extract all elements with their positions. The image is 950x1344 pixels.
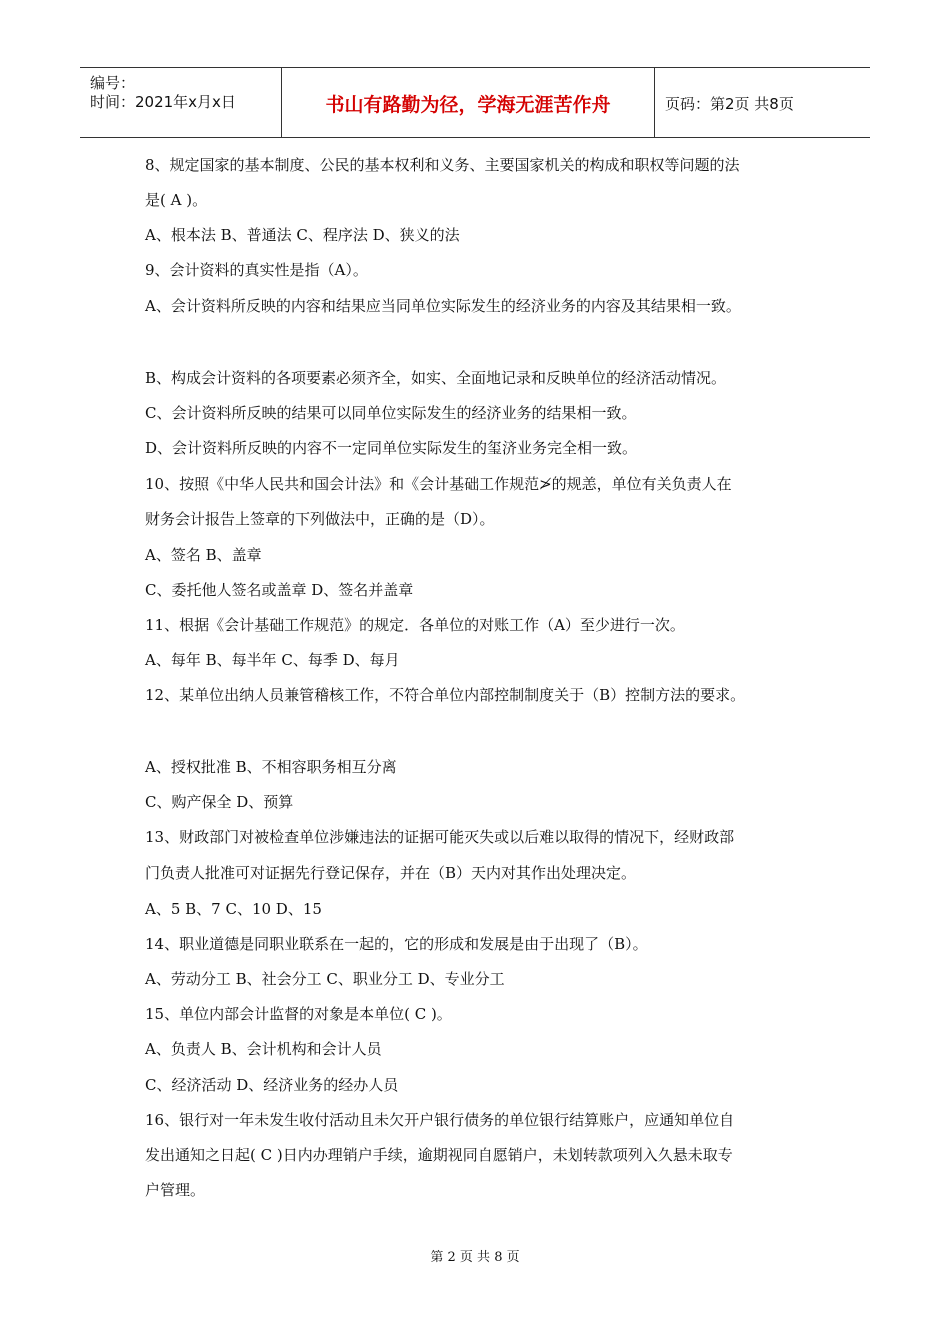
text-line: 8、规定国家的基本制度、公民的基本权利和义务、主要国家机关的构成和职权等问题的法 [145,156,740,174]
text-line: A、每年 B、每半年 C、每季 D、每月 [145,651,400,669]
text-line: A、劳动分工 B、社会分工 C、职业分工 D、专业分工 [145,970,505,988]
text-line: 门负责人批准可对证据先行登记保存，并在（B）天内对其作出处理决定。 [145,864,637,882]
text-line: C、购产保全 D、预算 [145,793,294,811]
header-page-cell [655,68,870,137]
text-line: 发出通知之日起( C )日内办理销户手续，逾期视同自愿销户，未划转款项列入久悬未取专 [145,1146,733,1164]
text-line: 15、单位内部会计监督的对象是本单位( C )。 [145,1005,452,1023]
text-line: 财务会计报告上签章的下列做法中，正确的是（D）。 [145,510,495,528]
text-line: A、会计资料所反映的内容和结果应当同单位实际发生的经济业务的内容及其结果相一致。 [145,297,741,315]
text-line: C、委托他人签名或盖章 D、签名并盖章 [145,581,414,599]
text-line: C、会计资料所反映的结果可以同单位实际发生的经济业务的结果相一致。 [145,404,637,422]
page-footer: 第 2 页 共 8 页 [430,1250,520,1265]
page-header [80,67,870,138]
text-line: A、根本法 B、普通法 C、程序法 D、狭义的法 [145,226,460,244]
header-motto: 书山有路勤为径，学海无涯苦作舟 [325,94,611,116]
text-line: A、负责人 B、会计机构和会计人员 [145,1040,382,1058]
text-line: 户管理。 [145,1181,206,1199]
text-line: B、构成会计资料的各项要素必须齐全，如实、全面地记录和反映单位的经济活动情况。 [145,369,727,387]
text-line: C、经济活动 D、经济业务的经办人员 [145,1076,399,1094]
text-line: 14、职业道德是同职业联系在一起的，它的形成和发展是由于出现了（B）。 [145,935,648,953]
text-line: 9、会计资料的真实性是指（A）。 [145,261,368,279]
text-line: 12、某单位出纳人员兼管稽核工作，不符合单位内部控制制度关于（B）控制方法的要求。 [145,686,746,704]
header-page-number: 页码：第2页 共8页 [665,95,794,113]
text-line: 10、按照《中华人民共和国会计法》和《会计基础工作规范≯的规恙，单位有关负责人在 [145,475,732,493]
header-motto-cell [282,68,655,137]
text-line: A、签名 B、盖章 [145,546,262,564]
text-line: D、会计资料所反映的内容不一定同单位实际发生的玺济业务完全相一致。 [145,439,638,457]
document-time-label: 时间：2021年x月x日 [90,93,236,111]
text-line: 16、银行对一年未发生收付活动且未欠开户银行债务的单位银行结算账户，应通知单位自 [145,1111,735,1129]
text-line: 13、财政部门对被检查单位涉嫌违法的证据可能灭失或以后难以取得的情况下，经财政部 [145,828,735,846]
document-number-label: 编号： [90,74,136,92]
text-line: A、授权批准 B、不相容职务相互分离 [145,758,397,776]
header-meta-cell [80,68,282,137]
text-line: 11、根据《会计基础工作规范》的规定．各单位的对账工作（A）至少进行一次。 [145,616,685,634]
text-line: A、5 B、7 C、10 D、15 [145,900,322,918]
text-line: 是( A )。 [145,191,208,209]
